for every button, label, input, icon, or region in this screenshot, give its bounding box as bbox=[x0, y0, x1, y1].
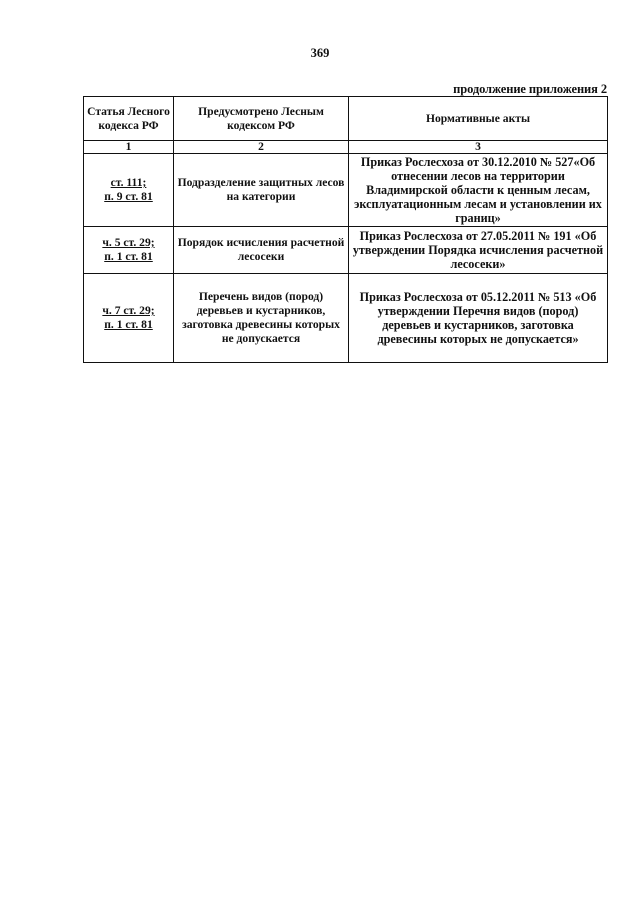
normative-act-cell: Приказ Рослесхоза от 27.05.2011 № 191 «Об утверждении Порядка исчисления расчетной лесосеки» bbox=[349, 227, 608, 274]
column-number: 1 bbox=[84, 141, 174, 154]
page-number: 369 bbox=[310, 46, 330, 60]
column-number-row bbox=[84, 141, 608, 154]
provision-cell: Порядок исчисления расчетной лесосеки bbox=[174, 227, 349, 274]
table-row bbox=[84, 227, 608, 274]
article-reference-link[interactable]: п. 1 ст. 81 bbox=[104, 318, 153, 331]
table-header-row bbox=[84, 97, 608, 141]
normative-act-cell: Приказ Рослесхоза от 30.12.2010 № 527«Об отнесении лесов на территории Владимирской области к ценным лесам, эксплуатационным лесам и установлении их границ» bbox=[349, 154, 608, 227]
table-row bbox=[84, 154, 608, 227]
provision-cell: Перечень видов (пород) деревьев и кустарников, заготовка древесины которых не допускается bbox=[174, 274, 349, 363]
article-reference-link[interactable]: п. 9 ст. 81 bbox=[104, 190, 153, 203]
appendix-continuation-note: продолжение приложения 2 bbox=[453, 82, 607, 96]
column-number: 3 bbox=[349, 141, 608, 154]
article-reference-link[interactable]: п. 1 ст. 81 bbox=[104, 250, 153, 263]
column-number: 2 bbox=[174, 141, 349, 154]
article-reference-link[interactable]: ч. 5 ст. 29; bbox=[102, 236, 155, 249]
normative-act-cell: Приказ Рослесхоза от 05.12.2011 № 513 «Об утверждении Перечня видов (пород) деревьев и кустарников, заготовка древесины которых не допускается» bbox=[349, 274, 608, 363]
header-provision: Предусмотрено Лесным кодексом РФ bbox=[174, 97, 349, 141]
table-row bbox=[84, 274, 608, 363]
article-cell bbox=[84, 154, 174, 227]
header-normative-acts: Нормативные акты bbox=[349, 97, 608, 141]
header-article: Статья Лесного кодекса РФ bbox=[84, 97, 174, 141]
article-reference-link[interactable]: ч. 7 ст. 29; bbox=[102, 304, 155, 317]
normative-acts-table bbox=[83, 96, 608, 363]
article-cell bbox=[84, 274, 174, 363]
article-reference-link[interactable]: ст. 111; bbox=[110, 176, 147, 189]
provision-cell: Подразделение защитных лесов на категории bbox=[174, 154, 349, 227]
article-cell bbox=[84, 227, 174, 274]
